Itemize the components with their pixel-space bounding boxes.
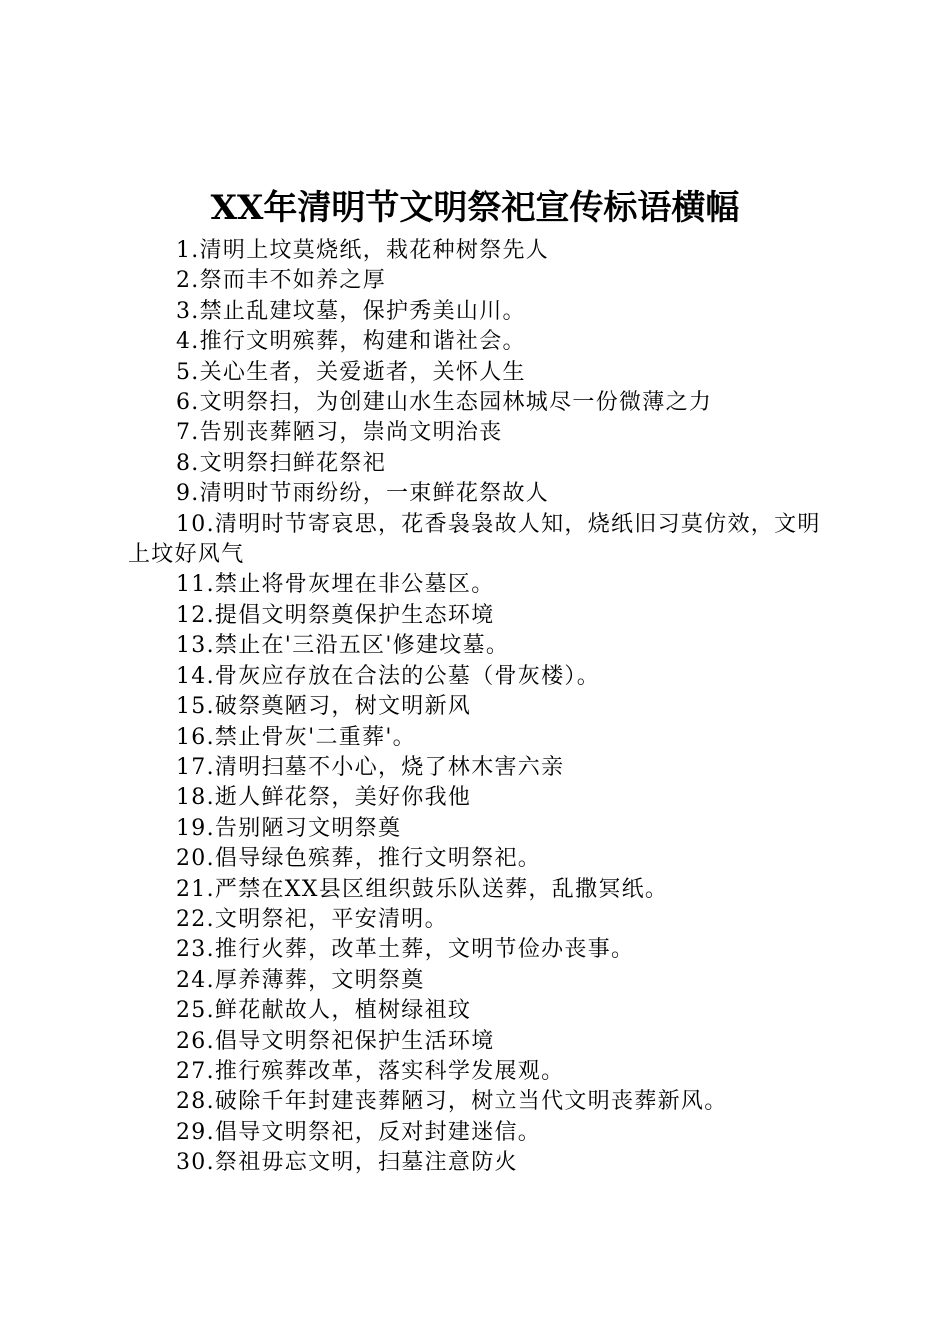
item-number: 3. <box>176 298 200 324</box>
item-number: 14. <box>176 663 215 689</box>
list-item <box>128 418 828 448</box>
item-number: 1. <box>176 238 200 263</box>
item-number: 28. <box>176 1089 215 1115</box>
item-number: 23. <box>176 937 215 963</box>
item-number: 2. <box>176 268 200 294</box>
item-text: 厚养薄葬，文明祭奠 <box>214 967 425 993</box>
list-item <box>128 814 828 844</box>
item-text: 祭祖毋忘文明，扫墓注意防火 <box>214 1150 518 1176</box>
item-text: 禁止将骨灰埋在非公墓区。 <box>214 572 495 598</box>
item-number: 13. <box>176 633 215 659</box>
list-item <box>128 631 828 661</box>
list-item <box>128 449 828 479</box>
item-text: 逝人鲜花祭，美好你我他 <box>214 785 472 811</box>
list-item <box>128 297 828 327</box>
item-number: 15. <box>176 694 215 720</box>
item-text: 骨灰应存放在合法的公墓（骨灰楼）。 <box>214 663 600 689</box>
item-text: 清明时节寄哀思，花香袅袅故人知，烧纸旧习莫仿效，文明上坟好风气 <box>128 511 821 568</box>
item-text: 提倡文明祭奠保护生态环境 <box>214 602 495 628</box>
item-text: 告别陋习文明祭奠 <box>214 815 402 841</box>
item-text: 推行文明殡葬，构建和谐社会。 <box>199 329 526 355</box>
list-item <box>128 1118 828 1148</box>
item-text: 告别丧葬陋习，崇尚文明治丧 <box>199 420 503 446</box>
list-item <box>128 266 828 296</box>
item-number: 24. <box>176 967 215 993</box>
list-item <box>128 327 828 357</box>
list-item <box>128 236 828 266</box>
item-text: 文明祭扫鲜花祭祀 <box>199 450 386 476</box>
item-number: 16. <box>176 724 215 750</box>
list-item <box>128 1148 828 1178</box>
document-title: XX年清明节文明祭祀宣传标语横幅 <box>210 188 740 228</box>
item-number: 5. <box>176 359 200 385</box>
item-number: 12. <box>176 602 215 628</box>
list-item <box>128 692 828 722</box>
list-item <box>128 601 828 631</box>
item-number: 22. <box>176 906 215 932</box>
slogan-list <box>128 236 828 1179</box>
list-item <box>128 1027 828 1057</box>
item-number: 30. <box>176 1150 215 1176</box>
list-item <box>128 996 828 1026</box>
item-text: 文明祭祀，平安清明。 <box>214 906 448 932</box>
list-item <box>128 935 828 965</box>
item-number: 18. <box>176 785 215 811</box>
item-text: 破祭奠陋习，树文明新风 <box>214 694 472 720</box>
list-item <box>128 388 828 418</box>
item-number: 10. <box>176 511 215 537</box>
list-item <box>128 875 828 905</box>
item-number: 9. <box>176 481 200 507</box>
item-text: 禁止骨灰'二重葬'。 <box>214 724 416 750</box>
item-text: 禁止在'三沿五区'修建坟墓。 <box>214 633 510 659</box>
list-item <box>128 1057 828 1087</box>
item-text: 倡导文明祭祀，反对封建迷信。 <box>214 1119 542 1145</box>
item-text: 推行殡葬改革，落实科学发展观。 <box>214 1058 565 1084</box>
list-item <box>128 905 828 935</box>
item-number: 19. <box>176 815 215 841</box>
list-item <box>128 844 828 874</box>
item-number: 8. <box>176 450 200 476</box>
item-text: 鲜花献故人，植树绿祖玟 <box>214 998 472 1024</box>
item-text: 清明时节雨纷纷，一束鲜花祭故人 <box>199 481 550 507</box>
item-text: 清明上坟莫烧纸，栽花种树祭先人 <box>199 238 550 263</box>
item-text: 倡导文明祭祀保护生活环境 <box>214 1028 495 1054</box>
list-item <box>128 662 828 692</box>
item-number: 20. <box>176 846 215 872</box>
list-item <box>128 753 828 783</box>
item-text: 严禁在XX县区组织鼓乐队送葬，乱撒冥纸。 <box>214 876 669 902</box>
list-item <box>128 723 828 753</box>
item-text: 文明祭扫，为创建山水生态园林城尽一份微薄之力 <box>199 390 713 416</box>
item-number: 21. <box>176 876 215 902</box>
item-text: 关心生者，关爱逝者，关怀人生 <box>199 359 526 385</box>
item-text: 推行火葬，改革土葬，文明节俭办丧事。 <box>214 937 635 963</box>
item-text: 破除千年封建丧葬陋习，树立当代文明丧葬新风。 <box>214 1089 728 1115</box>
item-text: 清明扫墓不小心，烧了林木害六亲 <box>214 754 565 780</box>
item-number: 6. <box>176 390 200 416</box>
item-text: 倡导绿色殡葬，推行文明祭祀。 <box>214 846 542 872</box>
list-item <box>128 783 828 813</box>
item-number: 27. <box>176 1058 215 1084</box>
item-text: 禁止乱建坟墓，保护秀美山川。 <box>199 298 526 324</box>
item-number: 7. <box>176 420 200 446</box>
item-number: 4. <box>176 329 200 355</box>
item-number: 25. <box>176 998 215 1024</box>
item-number: 17. <box>176 754 215 780</box>
item-number: 29. <box>176 1119 215 1145</box>
list-item <box>128 1087 828 1117</box>
list-item <box>128 479 828 509</box>
item-number: 26. <box>176 1028 215 1054</box>
list-item <box>128 570 828 600</box>
list-item <box>128 510 828 571</box>
item-text: 祭而丰不如养之厚 <box>199 268 386 294</box>
list-item <box>128 966 828 996</box>
list-item <box>128 358 828 388</box>
item-number: 11. <box>176 572 215 598</box>
